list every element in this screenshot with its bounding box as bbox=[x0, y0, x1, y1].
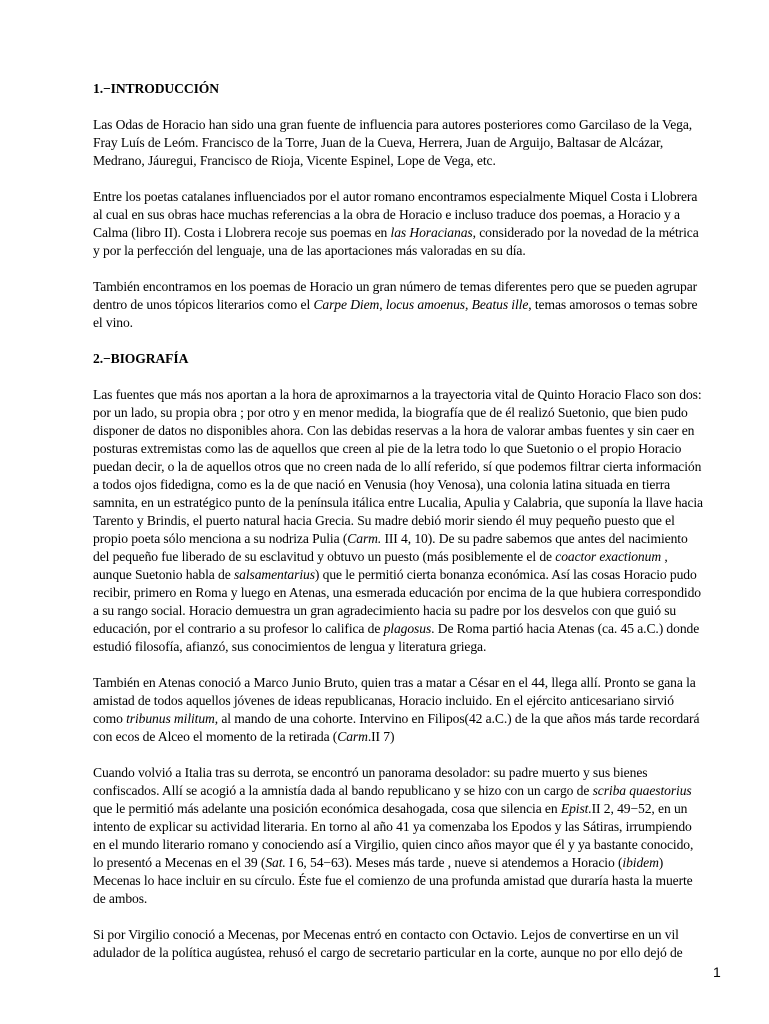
text-run: , bbox=[465, 297, 472, 312]
text-run: , bbox=[379, 297, 386, 312]
text-run: Entre los poetas catalanes influenciados por el autor romano encontramos especialmente Miquel Costa i Llobrera al cual en sus obras hace muchas referencias a la obra de Horacio e incluso traduce dos poemas, a Horacio y a Calma (libro II). Costa i Llobrera recoje sus poemas en bbox=[93, 189, 698, 240]
text-run: , al mando de una cohorte. Intervino en Filipos(42 a.C.) de la que años más tarde recordará con ecos de Alceo el momento de la retirada ( bbox=[93, 711, 700, 744]
italic-term: Epist. bbox=[560, 801, 592, 816]
paragraph-bio-3 bbox=[93, 764, 705, 908]
text-run: ) que le permitió cierta bonanza económica. Así las cosas Horacio pudo recibir, primero en Roma y luego en Atenas, una esmerada educación por encima de la que hubiera correspondido a su rango social. Horacio demuestra un gran agradecimiento hacia su padre por los desvelos con que guió su educación, por el contrario a su profesor lo califica de bbox=[93, 567, 701, 636]
paragraph-intro-2 bbox=[93, 188, 705, 260]
italic-term: ibidem bbox=[622, 855, 659, 870]
italic-term: Carpe Diem bbox=[313, 297, 380, 312]
text-run: , temas amorosos o temas sobre el vino. bbox=[93, 297, 698, 330]
text-run: .II 7) bbox=[367, 729, 395, 744]
text-run: II 2, 49−52, en un intento de explicar su actividad literaria. En torno al año 41 ya comenzaba los Epodos y las Sátiras, irrumpiendo en el mundo literario romano y conociendo así a Virgilio, quien cinco años mayor que él y ya bastante conocido, lo presentó a Mecenas en el 39 ( bbox=[93, 801, 694, 870]
italic-term: las Horacianas bbox=[390, 225, 473, 240]
page-number: 1 bbox=[713, 964, 721, 980]
text-run: I 6, 54−63). Meses más tarde , nueve si atendemos a Horacio ( bbox=[285, 855, 623, 870]
text-run: III 4, 10). De su padre sabemos que antes del nacimiento del pequeño fue liberado de su esclavitud y obtuvo un puesto (más posiblemente el de bbox=[93, 531, 688, 564]
section-heading-biografia: 2.−BIOGRAFÍA bbox=[93, 351, 189, 366]
paragraph-bio-1 bbox=[93, 386, 705, 656]
text-run: . De Roma partió hacia Atenas (ca. 45 a.C.) donde estudió filosofía, afianzó, sus conocimientos de lengua y literatura griega. bbox=[93, 621, 700, 654]
text-run: ) Mecenas lo hace incluir en su círculo. Éste fue el comienzo de una profunda amistad que duraría hasta la muerte de ambos. bbox=[93, 855, 693, 906]
italic-term: locus amoenus bbox=[385, 297, 465, 312]
document-body bbox=[93, 80, 705, 962]
paragraph-bio-2 bbox=[93, 674, 705, 746]
text-run: , aunque Suetonio habla de bbox=[93, 549, 668, 582]
text-run: Cuando volvió a Italia tras su derrota, se encontró un panorama desolador: su padre muerto y sus bienes confiscados. Allí se acogió a la amnistía dada al bando republicano y se hizo con un cargo de bbox=[93, 765, 648, 798]
italic-term: coactor exactionum bbox=[555, 549, 662, 564]
italic-term: Carm. bbox=[347, 531, 382, 546]
italic-term: Beatus ille bbox=[471, 297, 529, 312]
section-heading-introduccion: 1.−INTRODUCCIÓN bbox=[93, 81, 219, 96]
paragraph-bio-4: Si por Virgilio conoció a Mecenas, por Mecenas entró en contacto con Octavio. Lejos de convertirse en un vil adulador de la política augústea, rehusó el cargo de secretario particular en la corte, aunque no por ello dejó de bbox=[93, 927, 683, 960]
italic-term: tribunus militum bbox=[126, 711, 215, 726]
italic-term: plagosus bbox=[383, 621, 432, 636]
text-run: , considerado por la novedad de la métrica y por la perfección del lenguaje, una de las aportaciones más valoradas en su día. bbox=[93, 225, 699, 258]
italic-term: salsamentarius bbox=[233, 567, 315, 582]
paragraph-intro-3 bbox=[93, 278, 705, 332]
italic-term: Sat. bbox=[265, 855, 286, 870]
paragraph-intro-1: Las Odas de Horacio han sido una gran fuente de influencia para autores posteriores como Garcilaso de la Vega, Fray Luís de Leóm. Francisco de la Torre, Juan de la Cueva, Herrera, Juan de Arguijo, Baltasar de Alcázar, Medrano, Jáuregui, Francisco de Rioja, Vicente Espinel, Lope de Vega, etc. bbox=[93, 117, 693, 168]
italic-term: scriba quaestorius bbox=[592, 783, 692, 798]
text-run: También en Atenas conoció a Marco Junio Bruto, quien tras a matar a César en el 44, llega allí. Pronto se gana la amistad de todos aquellos jóvenes de ideas republicanas, Horacio incluido. En el ejército anticesariano sirvió como bbox=[93, 675, 696, 726]
text-run: Las fuentes que más nos aportan a la hora de aproximarnos a la trayectoria vital de Quinto Horacio Flaco son dos: por un lado, su propia obra ; por otro y en menor medida, la biografía que de él realizó Suetonio, que bien pudo disponer de datos no disponibles ahora. Con las debidas reservas a la hora de valorar ambas fuentes y sin caer en posturas extremistas como las de aquellos que creen al pie de la letra todo lo que Suetonio o el propio Horacio puedan decir, o la de aquellos otros que no creen nada de lo allí referido, sí que podemos filtrar cierta información a todos ojos fidedigna, como es la de que nació en Venusia (hoy Venosa), una colonia latina situada en tierra samnita, en un estratégico punto de la península itálica entre Lucalia, Apulia y Calabria, que suponía la llave hacia Tarento y Brindis, el puerto natural hacia Grecia. Su madre debió morir siendo él muy pequeño puesto que el propio poeta sólo menciona a su nodriza Pulia ( bbox=[93, 387, 703, 546]
text-run: que le permitió más adelante una posición económica desahogada, cosa que silencia en bbox=[93, 801, 561, 816]
text-run: También encontramos en los poemas de Horacio un gran número de temas diferentes pero que se pueden agrupar dentro de unos tópicos literarios como el bbox=[93, 279, 698, 312]
italic-term: Carm bbox=[337, 729, 368, 744]
